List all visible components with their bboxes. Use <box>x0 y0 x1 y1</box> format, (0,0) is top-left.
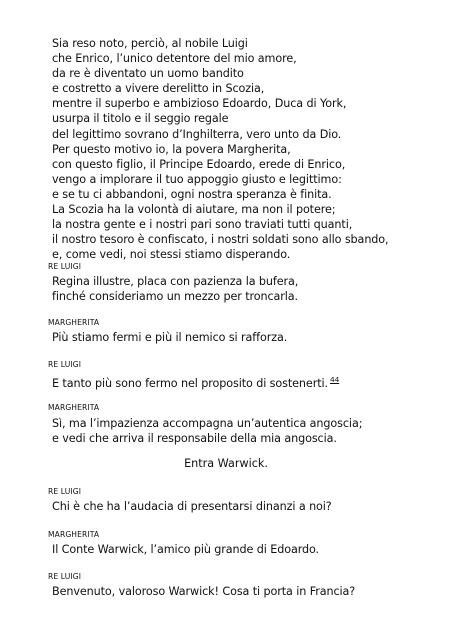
verse-line: mentre il superbo e ambizioso Edoardo, Duca di York, <box>52 97 347 111</box>
verse-line: da re è diventato un uomo bandito <box>52 67 244 81</box>
verse-line <box>52 372 442 391</box>
verse-line: del legittimo sovrano d’Inghilterra, vero unto da Dio. <box>52 127 342 141</box>
verse-line: Chi è che ha l’audacia di presentarsi dinanzi a noi? <box>52 500 332 513</box>
verse-line: vengo a implorare il tuo appoggio giusto e legittimo: <box>52 172 342 186</box>
speech-margherita <box>52 542 442 557</box>
verse-line: con questo figlio, il Principe Edoardo, erede di Enrico, <box>52 157 346 171</box>
verse-line: La Scozia ha la volontà di aiutare, ma non il potere; <box>52 203 336 217</box>
speaker-name: MARGHERITA <box>48 318 100 327</box>
verse-line: e vedi che arriva il responsabile della mia angoscia. <box>52 432 337 446</box>
verse-line: Sì, ma l’impazienza accompagna un’autentica angoscia; <box>52 417 363 430</box>
speaker-name: RE LUIGI <box>48 572 82 581</box>
verse-text: E tanto più sono fermo nel proposito di sostenerti. <box>52 377 328 390</box>
verse-line: usurpa il titolo e il seggio regale <box>52 112 229 126</box>
speaker-name: MARGHERITA <box>48 530 100 539</box>
speaker-name: MARGHERITA <box>48 403 100 412</box>
speaker-name: RE LUIGI <box>48 487 82 496</box>
verse-line: e costretto a vivere derelitto in Scozia, <box>52 82 265 96</box>
verse-line: il nostro tesoro è confiscato, i nostri soldati sono allo sbando, <box>52 233 389 247</box>
verse-line: Sia reso noto, perciò, al nobile Luigi <box>52 37 248 50</box>
verse-line: Regina illustre, placa con pazienza la bufera, <box>52 275 299 288</box>
verse-line: e se tu ci abbandoni, ogni nostra speranza è finita. <box>52 187 332 201</box>
verse-line: e, come vedi, noi stessi stiamo disperando. <box>52 248 291 262</box>
speech-re-luigi <box>52 499 442 514</box>
verse-line: che Enrico, l’unico detentore del mio amore, <box>52 52 297 66</box>
speech-re-luigi <box>52 584 442 599</box>
speech-margherita <box>52 330 442 345</box>
footnote-marker[interactable]: 44 <box>329 375 340 384</box>
verse-line: Il Conte Warwick, l’amico più grande di Edoardo. <box>52 543 320 556</box>
speech-re-luigi <box>52 274 442 304</box>
verse-line: Più stiamo fermi e più il nemico si rafforza. <box>52 331 288 344</box>
stage-direction: Entra Warwick. <box>184 457 268 470</box>
speech-re-luigi <box>52 372 442 391</box>
verse-line: la nostra gente e i nostri pari sono traviati tutti quanti, <box>52 218 353 232</box>
verse-line: Benvenuto, valoroso Warwick! Cosa ti porta in Francia? <box>52 585 356 598</box>
verse-line: Per questo motivo io, la povera Margherita, <box>52 142 291 156</box>
speaker-name: RE LUIGI <box>48 262 82 271</box>
speech-opening <box>52 36 442 262</box>
speaker-name: RE LUIGI <box>48 360 82 369</box>
speech-margherita <box>52 416 442 446</box>
verse-line: finché consideriamo un mezzo per troncarla. <box>52 290 298 304</box>
